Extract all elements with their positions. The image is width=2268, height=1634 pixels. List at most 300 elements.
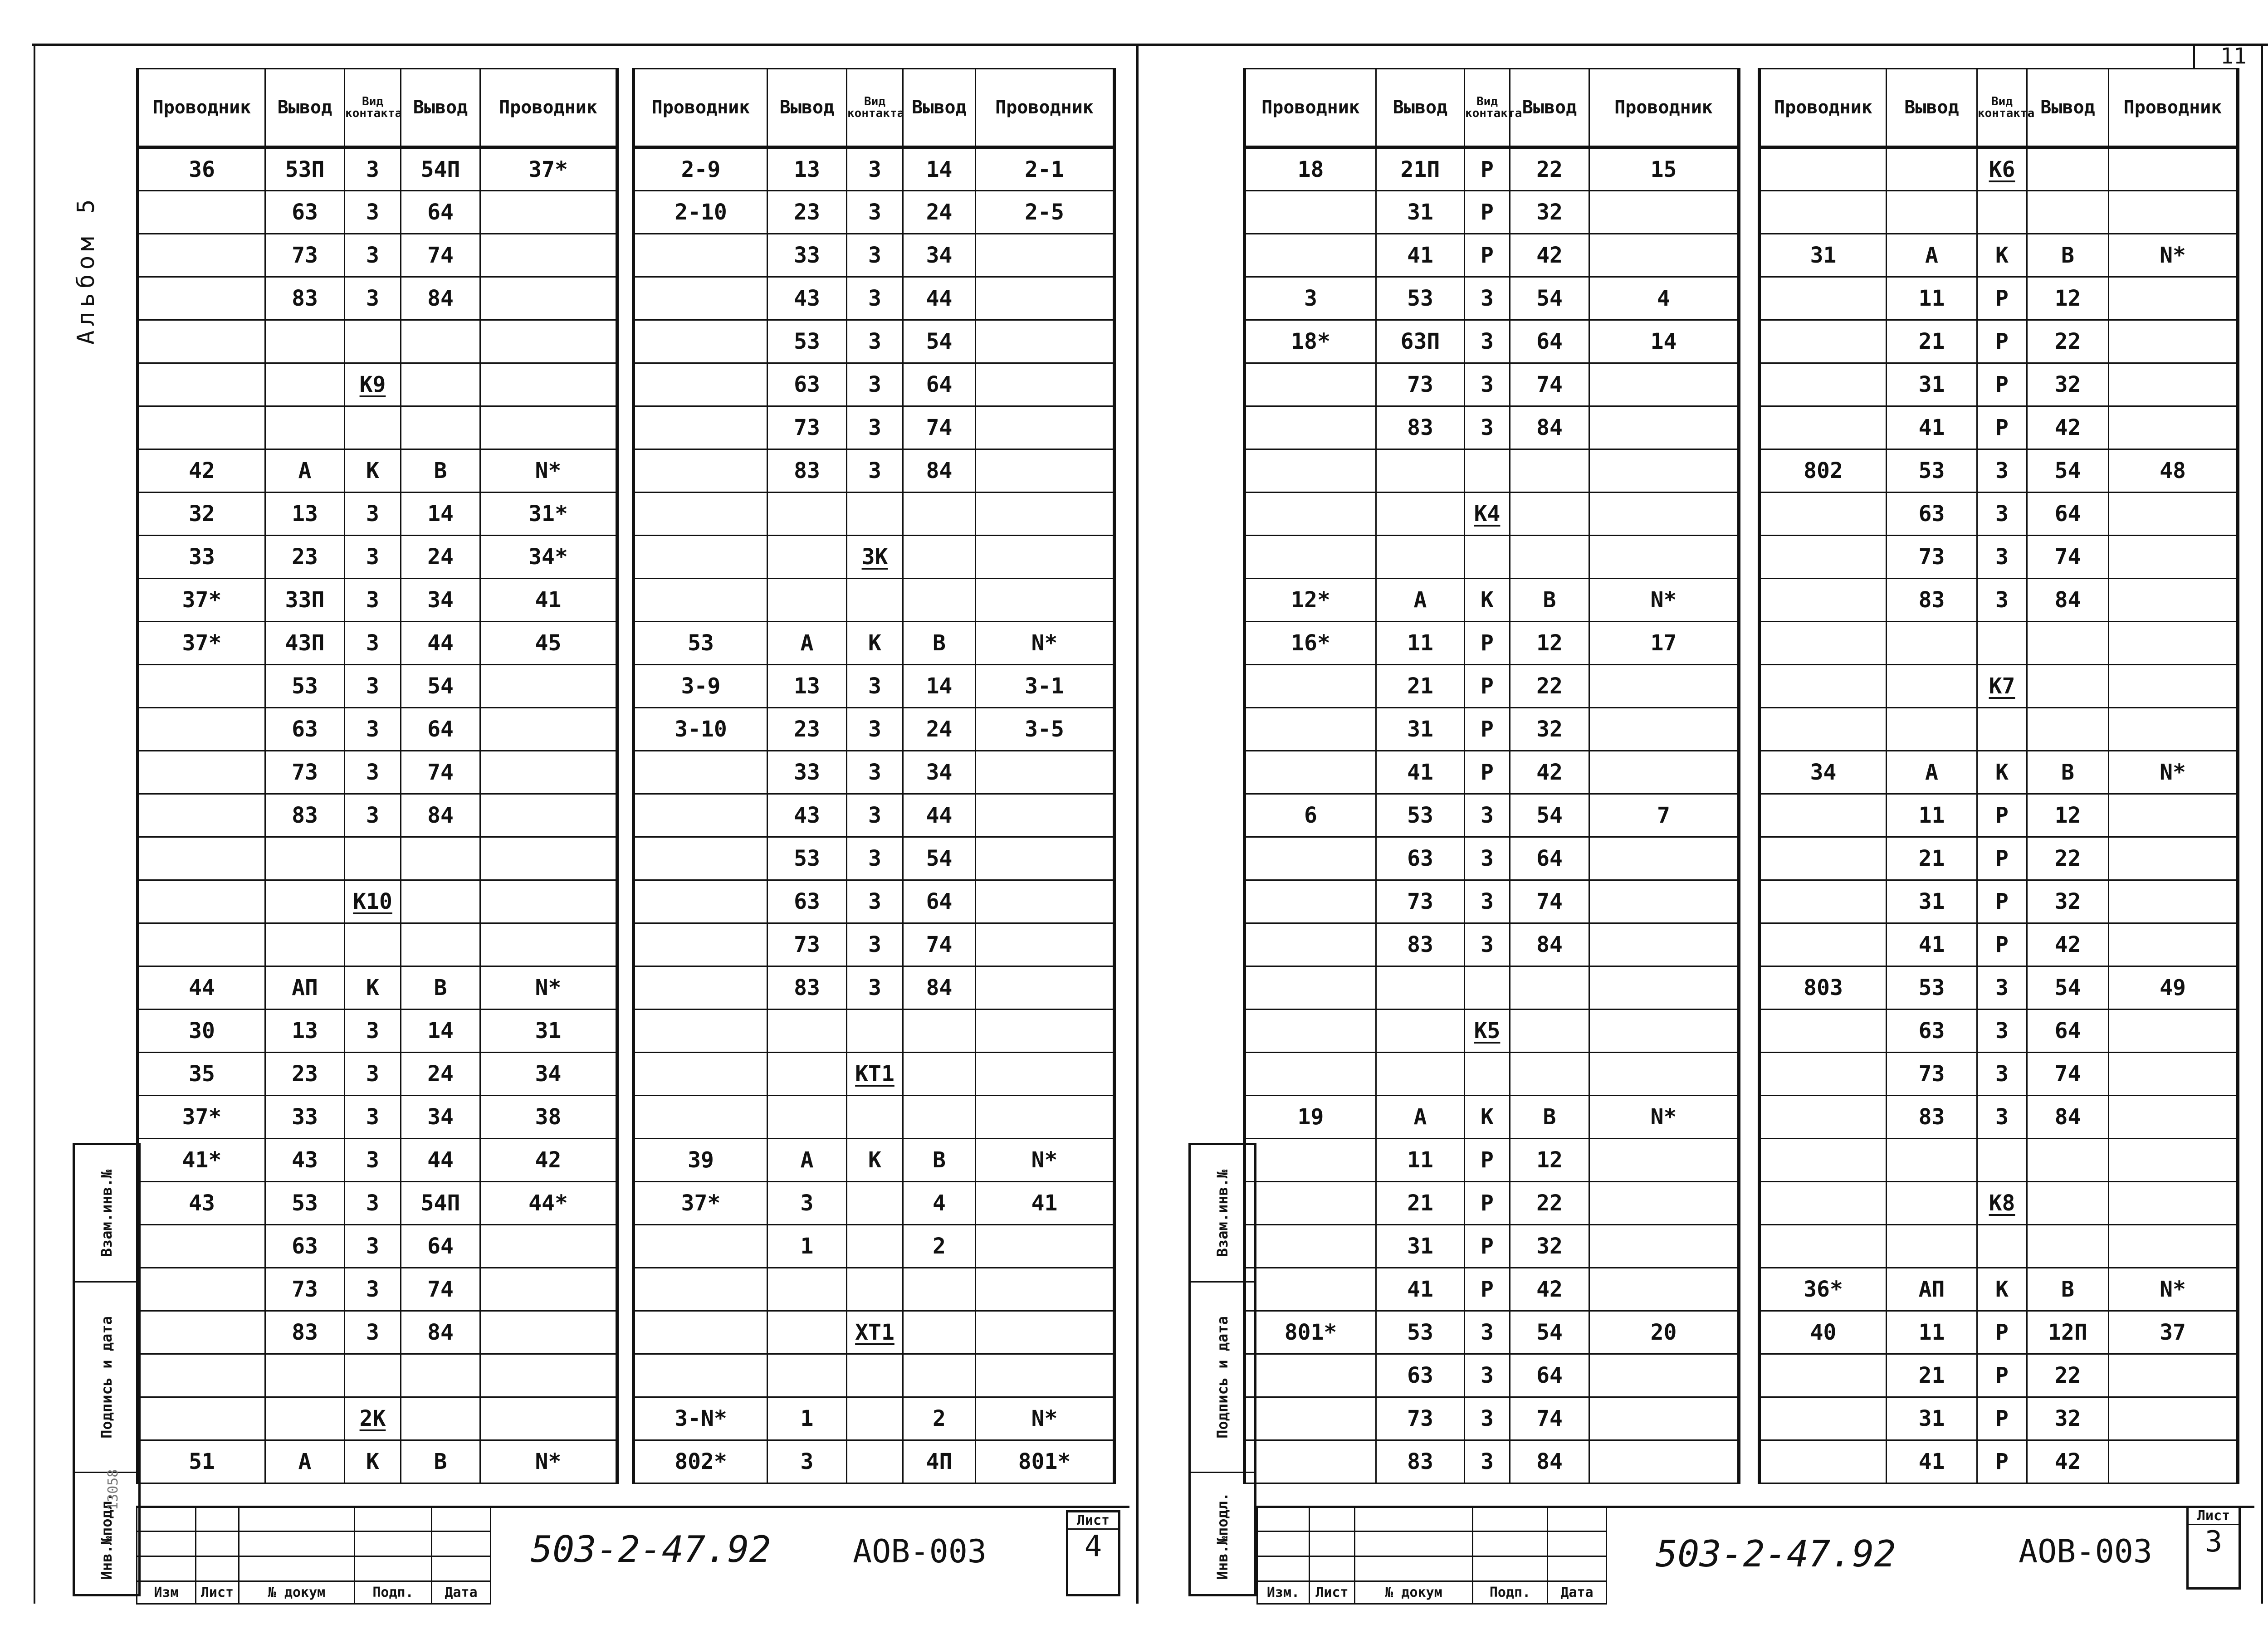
table-row — [634, 880, 1114, 923]
cell-terminal-out: 22 — [2027, 1354, 2109, 1397]
cell-terminal-in: 3 — [767, 1181, 847, 1224]
cell-contact-type: 3 — [345, 1095, 401, 1138]
col-signature: Подп. — [1473, 1581, 1548, 1604]
cell-terminal-in: 43 — [767, 277, 847, 320]
cell-conductor-in — [1760, 190, 1887, 234]
table-row — [634, 1095, 1114, 1138]
cell-conductor-in — [1245, 880, 1376, 923]
cell-contact-type: 3 — [1465, 1440, 1510, 1483]
table-row — [634, 1354, 1114, 1397]
cell-conductor-out — [1589, 1224, 1739, 1268]
cell-conductor-out — [1589, 966, 1739, 1009]
cell-contact-type: К — [345, 1440, 401, 1483]
cell-conductor-in: 37* — [138, 1095, 265, 1138]
table-row — [1760, 147, 2238, 190]
header-terminal: Вывод — [1510, 69, 1589, 148]
header-conductor: Проводник — [1245, 69, 1376, 148]
cell-terminal-in — [1376, 966, 1465, 1009]
table-row — [138, 1440, 617, 1483]
cell-conductor-out — [480, 923, 617, 966]
table-row — [1245, 664, 1739, 707]
cell-conductor-in: 35 — [138, 1052, 265, 1095]
table-row — [138, 1052, 617, 1095]
cell-terminal-in: 73 — [767, 406, 847, 449]
cell-contact-type: К — [345, 966, 401, 1009]
table-row — [1245, 363, 1739, 406]
cell-conductor-in — [634, 320, 767, 363]
cell-conductor-in — [634, 837, 767, 880]
cell-terminal-in: 53 — [767, 320, 847, 363]
table-row — [138, 621, 617, 664]
cell-conductor-in — [1245, 449, 1376, 492]
cell-contact-type: K4 — [1465, 492, 1510, 535]
cell-terminal-out: 84 — [401, 1311, 480, 1354]
cell-terminal-out — [2027, 707, 2109, 751]
cell-contact-type: 3 — [847, 966, 903, 1009]
table-row — [1760, 1268, 2238, 1311]
cell-contact-type: Р — [1465, 751, 1510, 794]
table-row — [634, 1397, 1114, 1440]
cell-conductor-in — [1245, 1009, 1376, 1052]
col-doc-number: № докум — [239, 1581, 355, 1604]
cell-conductor-out — [976, 1095, 1114, 1138]
cell-conductor-out — [2109, 1354, 2238, 1397]
cell-contact-type: 3 — [1465, 277, 1510, 320]
cell-contact-type — [847, 578, 903, 621]
cell-conductor-out — [976, 751, 1114, 794]
left-document-code: 503-2-47.92 — [531, 1528, 771, 1571]
cell-terminal-in: 41 — [1887, 1440, 1977, 1483]
cell-conductor-in — [138, 923, 265, 966]
original-inv-field: Инв.№подл. — [1214, 1492, 1231, 1580]
cell-conductor-in: 801* — [1245, 1311, 1376, 1354]
cell-contact-type: Р — [1465, 664, 1510, 707]
cell-conductor-out — [480, 277, 617, 320]
table-row — [138, 880, 617, 923]
cell-terminal-in — [767, 1052, 847, 1095]
cell-conductor-out — [1589, 535, 1739, 578]
cell-terminal-out: 74 — [401, 751, 480, 794]
cell-contact-type: Р — [1977, 406, 2027, 449]
cell-conductor-in — [1760, 1052, 1887, 1095]
cell-conductor-out — [2109, 880, 2238, 923]
cell-conductor-in — [1760, 1440, 1887, 1483]
cell-conductor-out — [2109, 535, 2238, 578]
table-row — [634, 837, 1114, 880]
cell-conductor-in — [1760, 1181, 1887, 1224]
cell-conductor-out — [976, 277, 1114, 320]
cell-conductor-in — [138, 363, 265, 406]
cell-contact-type: Р — [1465, 1224, 1510, 1268]
cell-contact-type: 3 — [1465, 837, 1510, 880]
left-vertical-stamp — [73, 1143, 141, 1596]
cell-contact-type: 3 — [847, 751, 903, 794]
cell-terminal-in — [1887, 621, 1977, 664]
cell-terminal-out: 74 — [903, 406, 976, 449]
cell-conductor-out — [976, 1311, 1114, 1354]
cell-terminal-in: 63 — [767, 880, 847, 923]
cell-conductor-out — [480, 664, 617, 707]
cell-terminal-out — [2027, 147, 2109, 190]
cell-contact-type — [1977, 1138, 2027, 1181]
cell-terminal-out: 64 — [903, 880, 976, 923]
cell-terminal-in: 83 — [1887, 578, 1977, 621]
cell-contact-type — [847, 1354, 903, 1397]
cell-contact-type: Р — [1977, 1440, 2027, 1483]
table-row — [1245, 1354, 1739, 1397]
left-document-mark: АОВ-003 — [853, 1533, 987, 1570]
cell-terminal-in: А — [767, 1138, 847, 1181]
cell-terminal-out: 84 — [903, 966, 976, 1009]
cell-terminal-out: 14 — [401, 492, 480, 535]
cell-terminal-out: 24 — [903, 707, 976, 751]
table-row — [634, 190, 1114, 234]
cell-terminal-in: 53П — [265, 147, 345, 190]
cell-conductor-in — [1760, 277, 1887, 320]
original-inv-field: Инв.№подл. — [98, 1492, 115, 1580]
table-row — [1760, 837, 2238, 880]
cell-contact-type: К — [1977, 234, 2027, 277]
left-table-1 — [136, 68, 619, 1484]
cell-terminal-in: 33 — [265, 1095, 345, 1138]
table-header-row — [634, 69, 1114, 148]
table-row — [1760, 277, 2238, 320]
cell-contact-type: 3 — [847, 707, 903, 751]
cell-terminal-in: 23 — [265, 535, 345, 578]
cell-terminal-out: 32 — [1510, 190, 1589, 234]
cell-conductor-out — [480, 190, 617, 234]
cell-terminal-in — [1376, 535, 1465, 578]
right-table-2 — [1758, 68, 2239, 1484]
cell-terminal-out — [903, 535, 976, 578]
cell-conductor-out — [2109, 923, 2238, 966]
cell-contact-type — [345, 923, 401, 966]
cell-terminal-in: 33П — [265, 578, 345, 621]
cell-terminal-in: 63 — [265, 1224, 345, 1268]
cell-contact-type: Р — [1977, 1354, 2027, 1397]
cell-conductor-in — [634, 1268, 767, 1311]
cell-terminal-out: 84 — [2027, 1095, 2109, 1138]
cell-conductor-out: 20 — [1589, 1311, 1739, 1354]
cell-conductor-out: 34 — [480, 1052, 617, 1095]
table-row — [138, 1224, 617, 1268]
cell-terminal-in: 33 — [767, 751, 847, 794]
cell-terminal-out — [2027, 1138, 2109, 1181]
header-contact-type: Вид контакта — [345, 69, 401, 148]
table-row — [634, 277, 1114, 320]
table-row — [634, 147, 1114, 190]
cell-conductor-out: 31* — [480, 492, 617, 535]
table-row — [634, 707, 1114, 751]
cell-terminal-out: 74 — [1510, 880, 1589, 923]
cell-contact-type — [1977, 190, 2027, 234]
cell-conductor-out — [2109, 190, 2238, 234]
cell-contact-type: 3 — [345, 1009, 401, 1052]
cell-conductor-out — [976, 1354, 1114, 1397]
cell-terminal-out — [1510, 966, 1589, 1009]
table-row — [1760, 1009, 2238, 1052]
table-row — [634, 1009, 1114, 1052]
cell-contact-type: 3 — [345, 190, 401, 234]
sheet-label: Лист — [2189, 1508, 2239, 1525]
cell-contact-type: 3 — [1977, 535, 2027, 578]
cell-contact-type — [847, 1440, 903, 1483]
cell-contact-type: К — [1465, 1095, 1510, 1138]
table-row — [634, 492, 1114, 535]
cell-terminal-in: 53 — [1376, 1311, 1465, 1354]
cell-conductor-in — [1760, 1224, 1887, 1268]
cell-terminal-in: 83 — [265, 794, 345, 837]
cell-contact-type: Р — [1977, 880, 2027, 923]
cell-conductor-in: 3 — [1245, 277, 1376, 320]
cell-terminal-in: 63 — [1376, 837, 1465, 880]
cell-terminal-out: В — [2027, 234, 2109, 277]
cell-conductor-out — [1589, 837, 1739, 880]
cell-terminal-out: 32 — [2027, 1397, 2109, 1440]
cell-conductor-out: 34* — [480, 535, 617, 578]
cell-terminal-out — [903, 1268, 976, 1311]
cell-conductor-out — [2109, 406, 2238, 449]
cell-terminal-in: 53 — [1376, 277, 1465, 320]
cell-terminal-out: 64 — [2027, 1009, 2109, 1052]
cell-conductor-out: 3-1 — [976, 664, 1114, 707]
cell-conductor-in — [1760, 1354, 1887, 1397]
cell-conductor-in — [1245, 923, 1376, 966]
cell-conductor-out — [2109, 320, 2238, 363]
cell-terminal-out — [2027, 621, 2109, 664]
cell-conductor-out: 4 — [1589, 277, 1739, 320]
cell-conductor-in: 12* — [1245, 578, 1376, 621]
cell-conductor-in: 36 — [138, 147, 265, 190]
cell-conductor-in: 802* — [634, 1440, 767, 1483]
cell-terminal-in: 73 — [265, 1268, 345, 1311]
table-row — [1760, 363, 2238, 406]
cell-terminal-in: 1 — [767, 1224, 847, 1268]
replacement-inv-field: Взам.инв.№ — [1214, 1169, 1231, 1257]
cell-conductor-out: 37 — [2109, 1311, 2238, 1354]
table-row — [634, 1311, 1114, 1354]
cell-conductor-in — [1245, 664, 1376, 707]
col-change: Изм — [137, 1581, 196, 1604]
table-row — [1760, 449, 2238, 492]
cell-contact-type: 3 — [345, 794, 401, 837]
cell-conductor-in: 42 — [138, 449, 265, 492]
cell-conductor-in: 16* — [1245, 621, 1376, 664]
cell-terminal-in: А — [265, 1440, 345, 1483]
cell-conductor-in — [138, 1397, 265, 1440]
table-row — [1245, 1095, 1739, 1138]
header-terminal: Вывод — [2027, 69, 2109, 148]
cell-contact-type: 3 — [1465, 923, 1510, 966]
cell-contact-type: К — [1977, 751, 2027, 794]
table-row — [138, 751, 617, 794]
cell-conductor-out: N* — [976, 1397, 1114, 1440]
col-date: Дата — [1548, 1581, 1607, 1604]
cell-terminal-in: 11 — [1376, 1138, 1465, 1181]
cell-terminal-out: 24 — [401, 1052, 480, 1095]
cell-conductor-in — [1760, 1095, 1887, 1138]
cell-conductor-in: 36* — [1760, 1268, 1887, 1311]
cell-conductor-in — [1245, 234, 1376, 277]
cell-terminal-out: 54 — [903, 837, 976, 880]
header-terminal: Вывод — [1376, 69, 1465, 148]
cell-terminal-in: 83 — [1376, 406, 1465, 449]
cell-terminal-out — [401, 880, 480, 923]
cell-conductor-out — [480, 1397, 617, 1440]
cell-conductor-in — [1245, 1397, 1376, 1440]
cell-conductor-out: 37* — [480, 147, 617, 190]
cell-terminal-out: 14 — [903, 147, 976, 190]
cell-conductor-in: 30 — [138, 1009, 265, 1052]
header-contact-type: Вид контакта — [1977, 69, 2027, 148]
header-conductor: Проводник — [480, 69, 617, 148]
cell-contact-type: 3 — [847, 837, 903, 880]
cell-conductor-in — [1760, 664, 1887, 707]
cell-conductor-in — [1245, 751, 1376, 794]
cell-terminal-in: 63 — [265, 707, 345, 751]
cell-contact-type: Р — [1977, 794, 2027, 837]
cell-contact-type: KT1 — [847, 1052, 903, 1095]
cell-conductor-out — [1589, 707, 1739, 751]
cell-terminal-in — [265, 363, 345, 406]
cell-terminal-out: 32 — [2027, 880, 2109, 923]
cell-terminal-in: 23 — [767, 190, 847, 234]
cell-terminal-in — [1887, 1224, 1977, 1268]
cell-conductor-out — [2109, 1009, 2238, 1052]
cell-terminal-in: 33 — [767, 234, 847, 277]
cell-conductor-out — [2109, 621, 2238, 664]
cell-conductor-out — [480, 1354, 617, 1397]
cell-conductor-in — [138, 880, 265, 923]
cell-conductor-out — [1589, 190, 1739, 234]
cell-conductor-out — [1589, 880, 1739, 923]
table-row — [634, 406, 1114, 449]
cell-conductor-in: 43 — [138, 1181, 265, 1224]
cell-conductor-out — [1589, 664, 1739, 707]
right-sheet-number-box — [2186, 1506, 2241, 1590]
cell-terminal-out — [903, 1009, 976, 1052]
table-row — [634, 535, 1114, 578]
cell-contact-type: Р — [1977, 320, 2027, 363]
cell-conductor-out — [976, 320, 1114, 363]
cell-conductor-out: 48 — [2109, 449, 2238, 492]
cell-conductor-out — [976, 578, 1114, 621]
cell-terminal-out — [401, 406, 480, 449]
cell-terminal-out: 84 — [1510, 406, 1589, 449]
right-table-1 — [1243, 68, 1740, 1484]
cell-contact-type: 3 — [1465, 406, 1510, 449]
cell-terminal-out — [903, 1311, 976, 1354]
cell-conductor-in: 44 — [138, 966, 265, 1009]
cell-conductor-in — [138, 1268, 265, 1311]
cell-terminal-in — [767, 1268, 847, 1311]
cell-conductor-out — [480, 1311, 617, 1354]
table-row — [1245, 234, 1739, 277]
cell-terminal-in: 11 — [1887, 1311, 1977, 1354]
cell-conductor-out — [2109, 837, 2238, 880]
cell-contact-type: 2K — [345, 1397, 401, 1440]
table-row — [1245, 1224, 1739, 1268]
cell-terminal-in: 83 — [1887, 1095, 1977, 1138]
table-row — [1245, 449, 1739, 492]
cell-terminal-out: 64 — [401, 707, 480, 751]
cell-conductor-in — [1760, 837, 1887, 880]
top-border — [32, 44, 2268, 46]
cell-terminal-out: В — [2027, 751, 2109, 794]
cell-terminal-out — [903, 1354, 976, 1397]
cell-conductor-in — [1760, 320, 1887, 363]
cell-conductor-in — [1245, 1052, 1376, 1095]
cell-terminal-in: 63 — [767, 363, 847, 406]
cell-terminal-out — [903, 578, 976, 621]
cell-terminal-out — [1510, 492, 1589, 535]
cell-terminal-out: В — [903, 621, 976, 664]
cell-terminal-in — [265, 320, 345, 363]
table-row — [1245, 147, 1739, 190]
cell-terminal-in: 41 — [1887, 406, 1977, 449]
cell-conductor-in: 34 — [1760, 751, 1887, 794]
cell-conductor-out — [2109, 1397, 2238, 1440]
cell-terminal-in: 53 — [767, 837, 847, 880]
cell-terminal-out — [903, 1095, 976, 1138]
cell-terminal-out: 34 — [401, 1095, 480, 1138]
cell-contact-type: 3 — [345, 234, 401, 277]
cell-conductor-out — [1589, 449, 1739, 492]
table-row — [138, 1095, 617, 1138]
table-row — [1245, 751, 1739, 794]
cell-contact-type — [1465, 966, 1510, 1009]
cell-terminal-out: В — [1510, 578, 1589, 621]
cell-terminal-out: 84 — [2027, 578, 2109, 621]
cell-terminal-in: 53 — [265, 1181, 345, 1224]
cell-conductor-in — [1245, 966, 1376, 1009]
cell-conductor-in — [634, 363, 767, 406]
right-sheet-right-border — [2261, 44, 2263, 1604]
table-row — [1245, 535, 1739, 578]
cell-contact-type: 3 — [847, 363, 903, 406]
cell-terminal-in — [1887, 664, 1977, 707]
cell-conductor-out: 38 — [480, 1095, 617, 1138]
table-row — [1760, 578, 2238, 621]
cell-conductor-in — [634, 1052, 767, 1095]
table-row — [138, 923, 617, 966]
cell-terminal-in: 11 — [1376, 621, 1465, 664]
corner-number-divider — [2193, 44, 2195, 69]
cell-conductor-in — [634, 1009, 767, 1052]
cell-terminal-out: 44 — [401, 621, 480, 664]
table-row — [634, 1181, 1114, 1224]
cell-contact-type: 3 — [1977, 1052, 2027, 1095]
cell-terminal-out: В — [401, 449, 480, 492]
cell-terminal-in: 21 — [1376, 664, 1465, 707]
cell-terminal-in: 83 — [265, 277, 345, 320]
header-terminal: Вывод — [903, 69, 976, 148]
table-header-row — [138, 69, 617, 148]
table-row — [1760, 880, 2238, 923]
signature-date-field: Подпись и дата — [98, 1316, 115, 1439]
cell-conductor-out — [976, 1224, 1114, 1268]
cell-conductor-out — [976, 923, 1114, 966]
cell-terminal-in: 31 — [1887, 1397, 1977, 1440]
cell-terminal-in — [265, 880, 345, 923]
cell-conductor-out: N* — [480, 449, 617, 492]
cell-terminal-in — [767, 1095, 847, 1138]
cell-conductor-in — [138, 234, 265, 277]
cell-terminal-in: 31 — [1887, 880, 1977, 923]
cell-terminal-out: 12 — [1510, 621, 1589, 664]
cell-terminal-in: 13 — [265, 492, 345, 535]
cell-conductor-out: 2-1 — [976, 147, 1114, 190]
